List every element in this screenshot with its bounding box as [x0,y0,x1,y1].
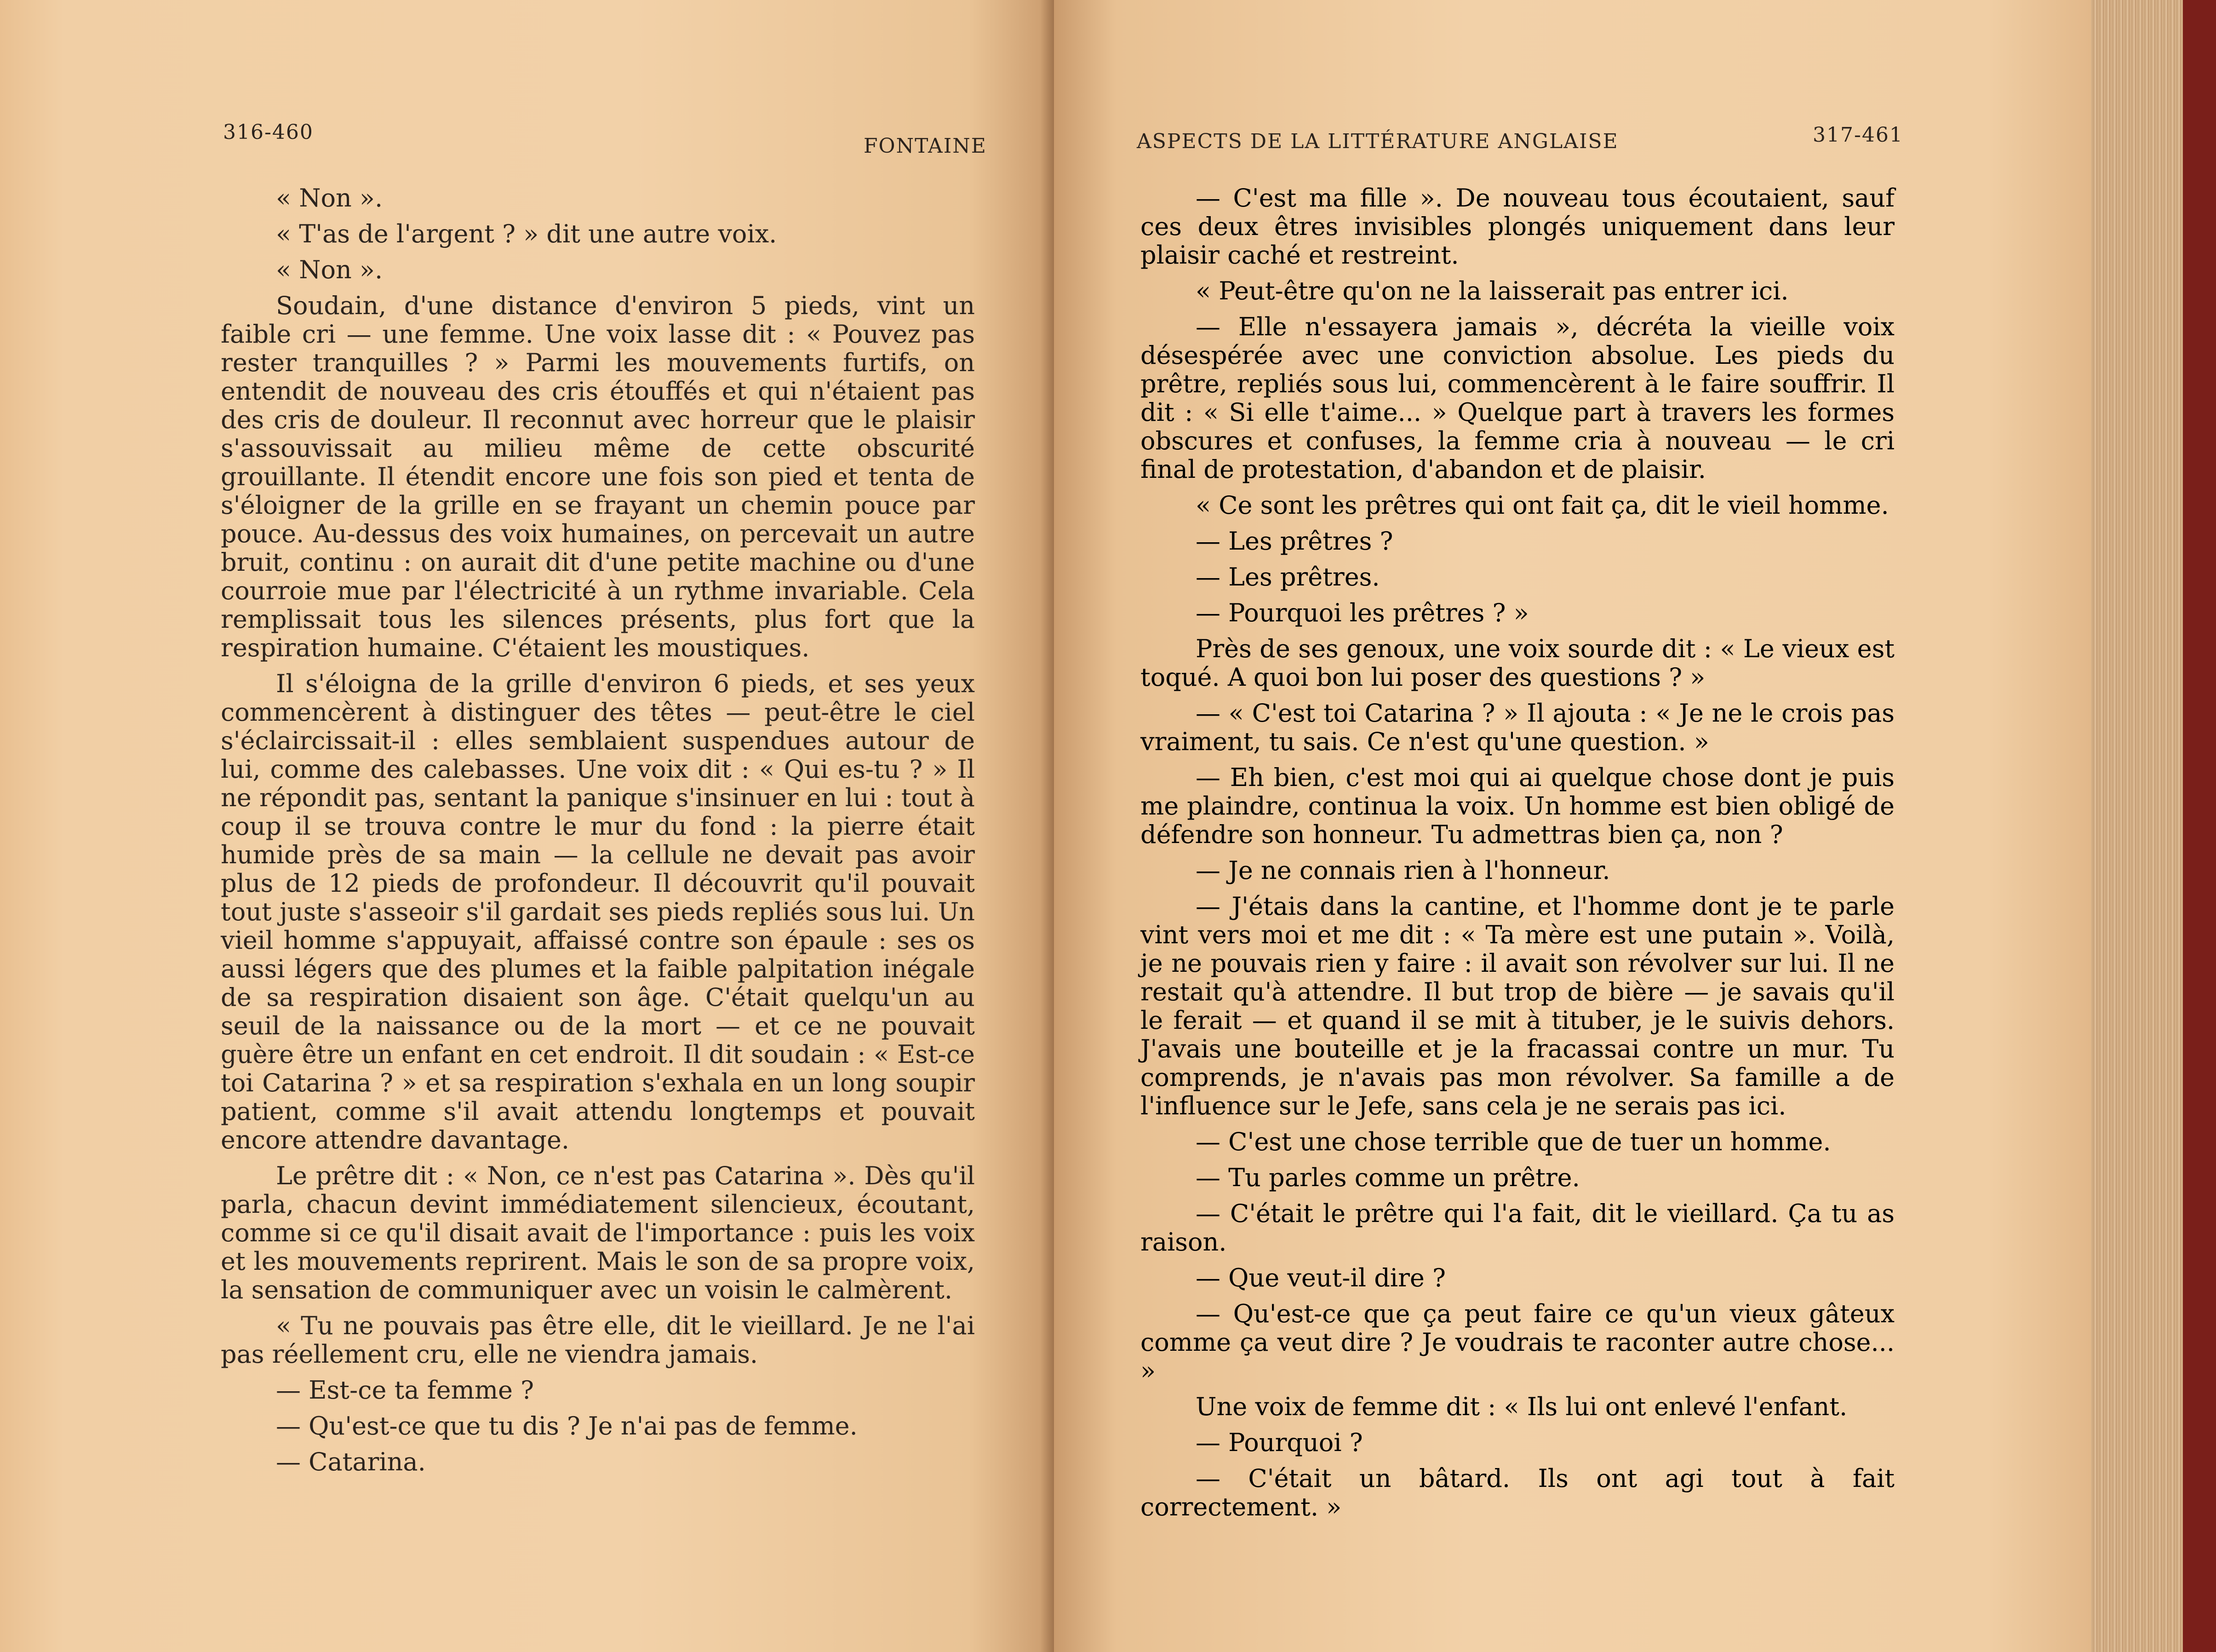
left-page [0,0,1054,1652]
paragraph: « Non ». [276,184,383,212]
paragraph: — J'étais dans la cantine, et l'homme dont je te parle vint vers moi et me dit : « Ta mère est une putain ». Voilà, je ne pouvais rien y faire : il avait son révolver sur lui. Il ne restait qu'à attendre. Il but trop de bière — je savais qu'il le ferait — et quand il se mit à tituber, je le suivis dehors. J'avais une bouteille et je la fracassai contre un mur. Tu comprends, je n'avais pas mon révolver. Sa famille a de l'influence sur le Jefe, sans cela je ne serais pas ici. [1140,892,1895,1120]
paragraph: Près de ses genoux, une voix sourde dit : « Le vieux est toqué. A quoi bon lui poser des questions ? » [1140,634,1895,692]
paragraph: — Elle n'essayera jamais », décréta la vieille voix désespérée avec une conviction absolue. Les pieds du prêtre, repliés sous lui, commencèrent à le faire souffrir. Il dit : « Si elle t'aime... » Quelque part à travers les formes obscures et confuses, la femme cria à nouveau — le cri final de protestation, d'abandon et de plaisir. [1140,312,1895,484]
paragraph: — « C'est toi Catarina ? » Il ajouta : « Je ne le crois pas vraiment, tu sais. Ce n'est qu'une question. » [1140,699,1895,756]
paragraph: — Qu'est-ce que ça peut faire ce qu'un vieux gâteux comme ça veut dire ? Je voudrais te raconter autre chose... » [1140,1299,1895,1385]
paragraph: — Les prêtres ? [1196,527,1393,556]
paragraph: — Les prêtres. [1196,562,1380,591]
paragraph: « Non ». [276,255,383,284]
book-cover-edge [2183,0,2216,1652]
paragraph: — Tu parles comme un prêtre. [1196,1163,1580,1192]
paragraph: — Catarina. [276,1447,426,1476]
paragraph: — C'est ma fille ». De nouveau tous écoutaient, sauf ces deux êtres invisibles plongés uniquement dans leur plaisir caché et restreint. [1140,184,1895,270]
paragraph: Une voix de femme dit : « Ils lui ont enlevé l'enfant. [1196,1392,1848,1421]
paragraph: Il s'éloigna de la grille d'environ 6 pieds, et ses yeux commencèrent à distinguer des têtes — peut-être le ciel s'éclaircissait-il : elles semblaient suspendues autour de lui, comme des calebasses. Une voix dit : « Qui es-tu ? » Il ne répondit pas, sentant la panique s'insinuer en lui : tout à coup il se trouva contre le mur du fond : la pierre était humide près de sa main — la cellule ne devait pas avoir plus de 12 pieds de profondeur. Il découvrit qu'il pouvait tout juste s'asseoir s'il gardait ses pieds repliés sous lui. Un vieil homme s'appuyait, affaissé contre son épaule : ses os aussi légers que des plumes et la faible palpitation inégale de sa respiration disaient son âge. C'était quelqu'un au seuil de la naissance ou de la mort — et ce ne pouvait guère être un enfant en cet endroit. Il dit soudain : « Est-ce toi Catarina ? » et sa respiration s'exhala en un long soupir patient, comme s'il avait attendu longtemps et pouvait encore attendre davantage. [221,669,975,1154]
paragraph: — Eh bien, c'est moi qui ai quelque chose dont je puis me plaindre, continua la voix. Un homme est bien obligé de défendre son honneur. Tu admettras bien ça, non ? [1140,763,1895,849]
right-page-edges [2091,0,2216,1652]
right-page-number: 317-461 [1813,123,1903,147]
paragraph: — C'était le prêtre qui l'a fait, dit le vieillard. Ça tu as raison. [1140,1199,1895,1256]
right-page-text [1140,184,1895,1529]
paragraph: — C'est une chose terrible que de tuer un homme. [1196,1127,1831,1156]
paragraph: Soudain, d'une distance d'environ 5 pieds, vint un faible cri — une femme. Une voix lasse dit : « Pouvez pas rester tranquilles ? » Parmi les mouvements furtifs, on entendit de nouveau des cris étouffés et qui n'étaient pas des cris de douleur. Il reconnut avec horreur que le plaisir s'assouvissait au milieu même de cette obscurité grouillante. Il étendit encore une fois son pied et tenta de s'éloigner de la grille en se frayant un chemin pouce par pouce. Au-dessus des voix humaines, on percevait un autre bruit, continu : on aurait dit d'une petite machine ou d'une courroie mue par l'électricité à un rythme invariable. Cela remplissait tous les silences présents, plus fort que la respiration humaine. C'étaient les moustiques. [221,291,975,662]
paragraph: Le prêtre dit : « Non, ce n'est pas Catarina ». Dès qu'il parla, chacun devint immédiatement silencieux, écoutant, comme si ce qu'il disait avait de l'importance : puis les voix et les mouvements reprirent. Mais le son de sa propre voix, la sensation de communiquer avec un voisin le calmèrent. [221,1161,975,1304]
left-page-number: 316-460 [223,120,314,144]
paragraph: « T'as de l'argent ? » dit une autre voix. [276,219,777,248]
paragraph: « Ce sont les prêtres qui ont fait ça, dit le vieil homme. [1196,491,1889,520]
paragraph: — Pourquoi ? [1196,1428,1363,1457]
paragraph: — Est-ce ta femme ? [276,1376,534,1405]
left-running-head: FONTAINE [864,134,987,158]
paragraph: — Qu'est-ce que tu dis ? Je n'ai pas de femme. [276,1411,858,1440]
paragraph: « Tu ne pouvais pas être elle, dit le vieillard. Je ne l'ai pas réellement cru, elle ne viendra jamais. [221,1311,975,1369]
right-running-head: ASPECTS DE LA LITTÉRATURE ANGLAISE [1137,130,1619,153]
paragraph: — Que veut-il dire ? [1196,1263,1446,1292]
paragraph: — Pourquoi les prêtres ? » [1196,598,1529,627]
paragraph: — Je ne connais rien à l'honneur. [1196,856,1610,885]
paragraph: « Peut-être qu'on ne la laisserait pas entrer ici. [1196,276,1789,305]
left-page-text [221,184,975,1484]
paragraph: — C'était un bâtard. Ils ont agi tout à fait correctement. » [1140,1464,1895,1521]
